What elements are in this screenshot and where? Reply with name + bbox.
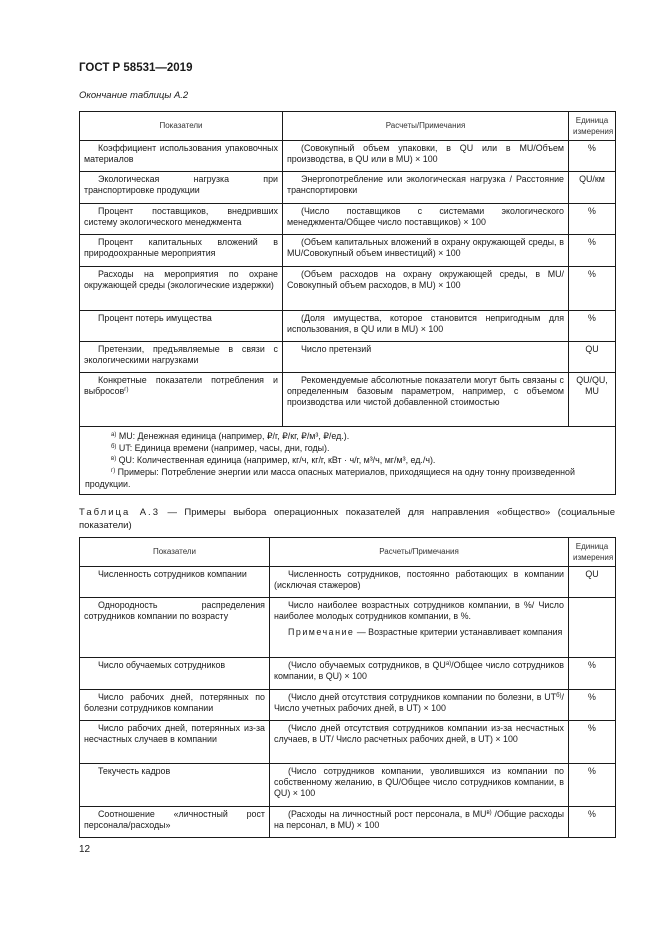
table-row [80, 141, 616, 172]
note [274, 627, 564, 638]
calc-text: /Число учетных рабочих дней, в UT) × 100 [274, 692, 564, 713]
indicator-cell: Текучесть кадров [80, 764, 270, 807]
calc-text: /Общее число сотрудников компании, в QU) × 100 [274, 660, 564, 681]
table-row [80, 311, 616, 342]
indicator-cell: Однородность распределения сотрудников компании по возрасту [80, 598, 270, 658]
indicator-cell: Расходы на мероприятия по охране окружающей среды (экологические издержки) [80, 267, 283, 311]
table-row [80, 598, 616, 658]
table-row [80, 172, 616, 204]
footnote-text: UT: Единица времени (например, часы, дни, годы). [118, 443, 330, 453]
table-row [80, 235, 616, 267]
unit-cell: % [569, 311, 616, 342]
calc-cell: (Объем расходов на охрану окружающей среды, в MU/Совокупный объем расходов, в MU) × 100 [283, 267, 569, 311]
calc-cell [270, 807, 569, 838]
unit-cell: % [569, 267, 616, 311]
column-header-unit: Единица измерения [569, 538, 616, 567]
column-header-calculations: Расчеты/Примечания [283, 112, 569, 141]
indicator-cell: Число обучаемых сотрудников [80, 658, 270, 690]
indicator-cell: Экологическая нагрузка при транспортировке продукции [80, 172, 283, 204]
footnote-ref: б) [556, 693, 562, 699]
footnote [85, 442, 610, 454]
calc-text: Число наиболее возрастных сотрудников компании, в %/ Число наиболее молодых сотрудников компании, в %. [274, 600, 564, 621]
indicator-cell: Соотношение «личностный рост персонала/расходы» [80, 807, 270, 838]
table-row [80, 267, 616, 311]
footnote-mark: в) [111, 456, 117, 462]
calc-cell [270, 658, 569, 690]
calc-cell [270, 690, 569, 721]
note-label: Примечание [288, 627, 355, 637]
table-row [80, 764, 616, 807]
footnote [85, 430, 610, 442]
table-row [80, 204, 616, 235]
footnote-ref: а) [445, 661, 452, 667]
footnote-ref: в) [486, 810, 492, 816]
calc-cell: (Число дней отсутствия сотрудников компании из-за несчастных случаев, в UT/ Число расчетных рабочих дней, в UT) × 100 [270, 721, 569, 764]
footnote-ref: г) [124, 387, 129, 393]
table-header-row [80, 112, 616, 141]
calc-cell: Численность сотрудников, постоянно работающих в компании (исключая стажеров) [270, 567, 569, 598]
note-text: — Возрастные критерии устанавливает компания [354, 627, 563, 637]
indicator-cell [80, 373, 283, 427]
footnote-mark: б) [111, 444, 117, 450]
unit-cell: % [569, 721, 616, 764]
footnote-text: MU: Денежная единица (например, ₽/г, ₽/кг, ₽/м³, ₽/ед.). [118, 431, 350, 441]
page-number: 12 [79, 844, 91, 855]
calc-cell [270, 598, 569, 658]
footnote-mark: г) [111, 468, 116, 474]
footnotes-cell [80, 427, 616, 495]
calc-text: /Общие расходы на персонал, в MU) × 100 [274, 809, 564, 830]
unit-cell: QU [569, 567, 616, 598]
indicator-cell: Процент потерь имущества [80, 311, 283, 342]
unit-cell: % [569, 690, 616, 721]
indicator-cell: Число рабочих дней, потерянных из-за несчастных случаев в компании [80, 721, 270, 764]
column-header-indicators: Показатели [80, 112, 283, 141]
footnote [85, 454, 610, 466]
calc-text: (Число обучаемых сотрудников, в QU [288, 660, 446, 670]
unit-cell: % [569, 658, 616, 690]
table-row [80, 721, 616, 764]
unit-cell: QU/QU, MU [569, 373, 616, 427]
unit-cell: QU [569, 342, 616, 373]
calc-cell: (Доля имущества, которое становится непригодным для использования, в QU или в MU) × 100 [283, 311, 569, 342]
indicator-cell: Численность сотрудников компании [80, 567, 270, 598]
table-row [80, 658, 616, 690]
table-row [80, 373, 616, 427]
table-header-row [80, 538, 616, 567]
unit-cell: % [569, 235, 616, 267]
table-a3-label: Таблица А.3 [79, 507, 160, 518]
indicator-cell: Коэффициент использования упаковочных материалов [80, 141, 283, 172]
table-row [80, 690, 616, 721]
unit-cell [569, 598, 616, 658]
table-a3-caption [79, 506, 615, 532]
table-a2-caption: Окончание таблицы А.2 [79, 90, 189, 101]
unit-cell: QU/км [569, 172, 616, 204]
footnote-mark: а) [111, 432, 117, 438]
calc-cell: (Совокупный объем упаковки, в QU или в MU/Объем производства, в QU или в MU) × 100 [283, 141, 569, 172]
calc-text: (Расходы на личностный рост персонала, в MU [288, 809, 487, 819]
table-row [80, 807, 616, 838]
calc-cell: (Число сотрудников компании, уволившихся из компании по собственному желанию, в QU/Общее число сотрудников компании, в QU) × 100 [270, 764, 569, 807]
footnote-text: Примеры: Потребление энергии или масса опасных материалов, приходящиеся на одну тонну произведенной продукции. [85, 467, 575, 489]
footnote-text: QU: Количественная единица (например, кг/ч, кг/г, кВт · ч/г, м³/ч, мг/м³, ед./ч). [118, 455, 436, 465]
table-row [80, 342, 616, 373]
footnotes-row [80, 427, 616, 495]
calc-cell: Число претензий [283, 342, 569, 373]
calc-cell: (Число поставщиков с системами экологического менеджмента/Общее число поставщиков) × 100 [283, 204, 569, 235]
unit-cell: % [569, 764, 616, 807]
table-row [80, 567, 616, 598]
indicator-cell: Претензии, предъявляемые в связи с экологическими нагрузками [80, 342, 283, 373]
column-header-indicators: Показатели [80, 538, 270, 567]
table-a3 [79, 537, 616, 838]
calc-cell: Энергопотребление или экологическая нагрузка / Расстояние транспортировки [283, 172, 569, 204]
indicator-cell: Процент поставщиков, внедривших систему экологического менеджмента [80, 204, 283, 235]
column-header-unit: Единица измерения [569, 112, 616, 141]
table-a2 [79, 111, 616, 495]
footnote [85, 466, 610, 490]
unit-cell: % [569, 141, 616, 172]
indicator-text: Конкретные показатели потребления и выбросов [84, 375, 278, 396]
column-header-calculations: Расчеты/Примечания [270, 538, 569, 567]
unit-cell: % [569, 204, 616, 235]
unit-cell: % [569, 807, 616, 838]
calc-text: (Число дней отсутствия сотрудников компании по болезни, в UT [288, 692, 557, 702]
calc-cell: (Объем капитальных вложений в охрану окружающей среды, в MU/Совокупный объем инвестиций) × 100 [283, 235, 569, 267]
indicator-cell: Процент капитальных вложений в природоохранные мероприятия [80, 235, 283, 267]
indicator-cell: Число рабочих дней, потерянных по болезни сотрудников компании [80, 690, 270, 721]
calc-cell: Рекомендуемые абсолютные показатели могут быть связаны с определенным базовым параметром, например, с объемом производства или чистой добавленной стоимостью [283, 373, 569, 427]
table-a3-title: — Примеры выбора операционных показателей для направления «общество» (социальные показатели) [79, 507, 615, 531]
document-header: ГОСТ Р 58531—2019 [79, 62, 193, 74]
